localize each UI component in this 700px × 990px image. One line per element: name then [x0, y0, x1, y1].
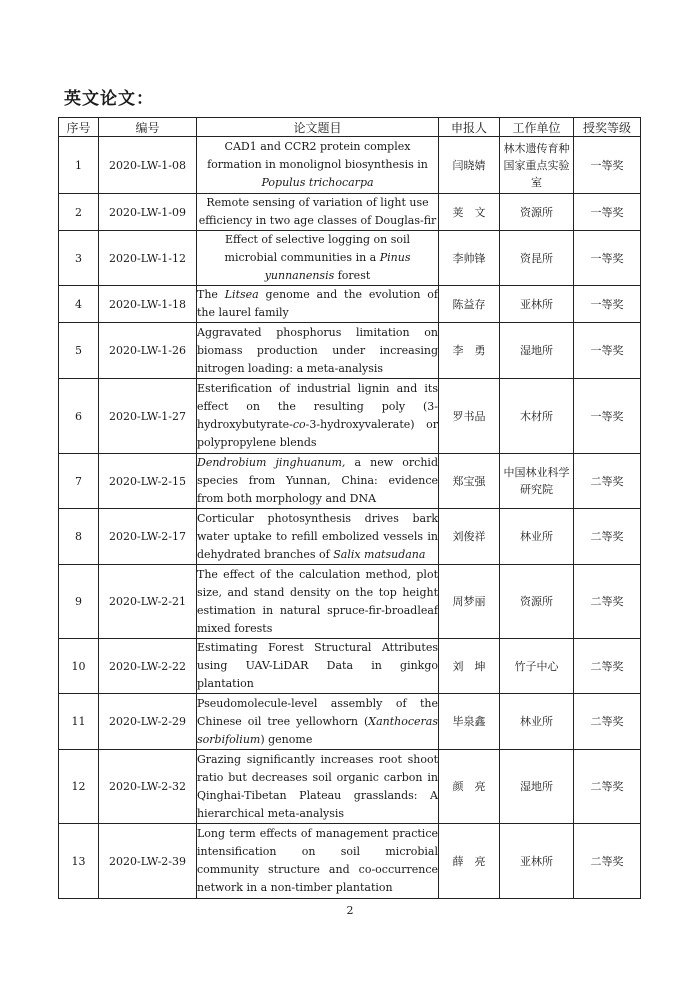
row-code: 2020-LW-2-29 — [99, 694, 197, 750]
row-code: 2020-LW-1-09 — [99, 194, 197, 231]
table-row — [59, 286, 641, 323]
row-award: 一等奖 — [574, 286, 641, 323]
row-unit: 资源所 — [500, 194, 574, 231]
row-unit: 湿地所 — [500, 323, 574, 379]
row-award: 一等奖 — [574, 137, 641, 194]
row-number: 3 — [59, 231, 99, 286]
row-unit: 林木遗传育种国家重点实验室 — [500, 137, 574, 194]
row-number: 5 — [59, 323, 99, 379]
row-applicant: 周梦丽 — [439, 565, 500, 639]
row-applicant: 郑宝强 — [439, 454, 500, 509]
title-segment: The — [197, 288, 225, 301]
table-row — [59, 323, 641, 379]
table-row — [59, 137, 641, 194]
row-code: 2020-LW-2-15 — [99, 454, 197, 509]
row-award: 二等奖 — [574, 750, 641, 824]
row-award: 二等奖 — [574, 565, 641, 639]
row-unit: 林业所 — [500, 509, 574, 565]
section-heading: 英文论文： — [64, 89, 154, 109]
table-row — [59, 824, 641, 899]
row-unit: 资昆所 — [500, 231, 574, 286]
table-row — [59, 509, 641, 565]
row-unit: 中国林业科学研究院 — [500, 454, 574, 509]
row-title — [197, 194, 439, 231]
row-award: 二等奖 — [574, 639, 641, 694]
row-number: 4 — [59, 286, 99, 323]
row-award: 一等奖 — [574, 379, 641, 454]
row-unit: 亚林所 — [500, 286, 574, 323]
row-title — [197, 231, 439, 286]
row-number: 13 — [59, 824, 99, 899]
row-code: 2020-LW-2-32 — [99, 750, 197, 824]
row-number: 9 — [59, 565, 99, 639]
row-code: 2020-LW-1-18 — [99, 286, 197, 323]
title-segment: CAD1 and CCR2 protein complex formation in monolignol biosynthesis in — [207, 140, 428, 171]
title-italic-segment: Xanthoceras sorbifolium — [197, 714, 438, 746]
header-code: 编号 — [99, 118, 197, 137]
title-segment: -3-hydroxyvalerate) or polypropylene blends — [197, 418, 438, 449]
row-unit: 亚林所 — [500, 824, 574, 899]
row-award: 一等奖 — [574, 194, 641, 231]
title-segment: Aggravated phosphorus limitation on biomass production under increasing nitrogen loading: a meta-analysis — [197, 325, 438, 375]
row-unit: 资源所 — [500, 565, 574, 639]
title-segment: The effect of the calculation method, plot size, and stand density on the top height estimation in natural spruce-fir-broadleaf mixed forests — [197, 567, 438, 635]
row-number: 11 — [59, 694, 99, 750]
row-code: 2020-LW-1-27 — [99, 379, 197, 454]
title-segment: a new orchid species from Yunnan, China: evidence from both morphology and DNA — [197, 456, 438, 505]
row-title — [197, 379, 439, 454]
row-award: 二等奖 — [574, 509, 641, 565]
header-award: 授奖等级 — [574, 118, 641, 137]
row-title — [197, 286, 439, 323]
row-award: 二等奖 — [574, 694, 641, 750]
row-number: 7 — [59, 454, 99, 509]
title-italic-segment: Pinus yunnanensis — [264, 251, 411, 282]
header-unit: 工作单位 — [500, 118, 574, 137]
table-row — [59, 379, 641, 454]
row-award: 一等奖 — [574, 323, 641, 379]
title-segment: Grazing significantly increases root shoot ratio but decreases soil organic carbon in Qinghai‐Tibetan Plateau grasslands: A hierarchical meta‐analysis — [197, 752, 438, 820]
row-code: 2020-LW-2-21 — [99, 565, 197, 639]
row-applicant: 李 勇 — [439, 323, 500, 379]
row-unit: 湿地所 — [500, 750, 574, 824]
row-applicant: 颜 亮 — [439, 750, 500, 824]
row-title — [197, 454, 439, 509]
row-code: 2020-LW-2-22 — [99, 639, 197, 694]
row-title — [197, 639, 439, 694]
row-code: 2020-LW-2-39 — [99, 824, 197, 899]
row-number: 12 — [59, 750, 99, 824]
row-title — [197, 323, 439, 379]
row-number: 8 — [59, 509, 99, 565]
title-segment: Estimating Forest Structural Attributes using UAV-LiDAR Data in ginkgo plantation — [197, 641, 438, 690]
row-applicant: 闫晓婧 — [439, 137, 500, 194]
row-applicant: 罗书品 — [439, 379, 500, 454]
title-segment: Remote sensing of variation of light use efficiency in two age classes of Douglas-fir — [198, 196, 437, 227]
title-segment: Effect of selective logging on soil microbial communities in a — [224, 233, 410, 264]
header-title: 论文题目 — [197, 118, 439, 137]
row-code: 2020-LW-2-17 — [99, 509, 197, 565]
row-number: 2 — [59, 194, 99, 231]
row-applicant: 荚 文 — [439, 194, 500, 231]
title-italic-segment: Populus trichocarpa — [261, 176, 374, 189]
award-table — [58, 117, 641, 899]
row-title — [197, 750, 439, 824]
row-title — [197, 509, 439, 565]
row-code: 2020-LW-1-26 — [99, 323, 197, 379]
table-row — [59, 194, 641, 231]
row-applicant: 刘俊祥 — [439, 509, 500, 565]
row-applicant: 陈益存 — [439, 286, 500, 323]
header-number: 序号 — [59, 118, 99, 137]
row-title — [197, 137, 439, 194]
title-segment: Esterification of industrial lignin and its effect on the resulting poly (3-hydroxybutyrate- — [197, 382, 438, 431]
table-row — [59, 639, 641, 694]
row-code: 2020-LW-1-12 — [99, 231, 197, 286]
row-award: 二等奖 — [574, 454, 641, 509]
title-italic-segment: Dendrobium jinghuanum, — [197, 456, 346, 469]
row-unit: 竹子中心 — [500, 639, 574, 694]
row-award: 一等奖 — [574, 231, 641, 286]
row-code: 2020-LW-1-08 — [99, 137, 197, 194]
title-segment: forest — [334, 269, 371, 282]
title-italic-segment: Litsea — [224, 288, 259, 301]
row-applicant: 刘 坤 — [439, 639, 500, 694]
row-applicant: 李帅锋 — [439, 231, 500, 286]
table-row — [59, 565, 641, 639]
header-applicant: 申报人 — [439, 118, 500, 137]
row-title — [197, 824, 439, 899]
title-segment: Long term effects of management practice intensification on soil microbial community structure and co-occurrence network in a non-timber plantation — [197, 827, 438, 894]
row-number: 10 — [59, 639, 99, 694]
table-row — [59, 750, 641, 824]
row-award: 二等奖 — [574, 824, 641, 899]
row-applicant: 薛 亮 — [439, 824, 500, 899]
row-unit: 木材所 — [500, 379, 574, 454]
page-number: 2 — [346, 904, 354, 917]
row-title — [197, 565, 439, 639]
row-applicant: 毕泉鑫 — [439, 694, 500, 750]
title-italic-segment: co — [292, 418, 306, 431]
title-segment: genome and the evolution of the laurel family — [197, 288, 438, 319]
row-title — [197, 694, 439, 750]
title-segment: Corticular photosynthesis drives bark water uptake to refill embolized vessels in dehydrated branches of — [197, 511, 438, 561]
title-italic-segment: Salix matsudana — [333, 547, 426, 561]
row-unit: 林业所 — [500, 694, 574, 750]
title-segment: ) genome — [260, 732, 313, 746]
table-row — [59, 694, 641, 750]
table-row — [59, 231, 641, 286]
table-row — [59, 454, 641, 509]
title-segment: Pseudomolecule-level assembly of the Chinese oil tree yellowhorn ( — [197, 696, 438, 728]
row-number: 6 — [59, 379, 99, 454]
table-header-row — [59, 118, 641, 137]
row-number: 1 — [59, 137, 99, 194]
